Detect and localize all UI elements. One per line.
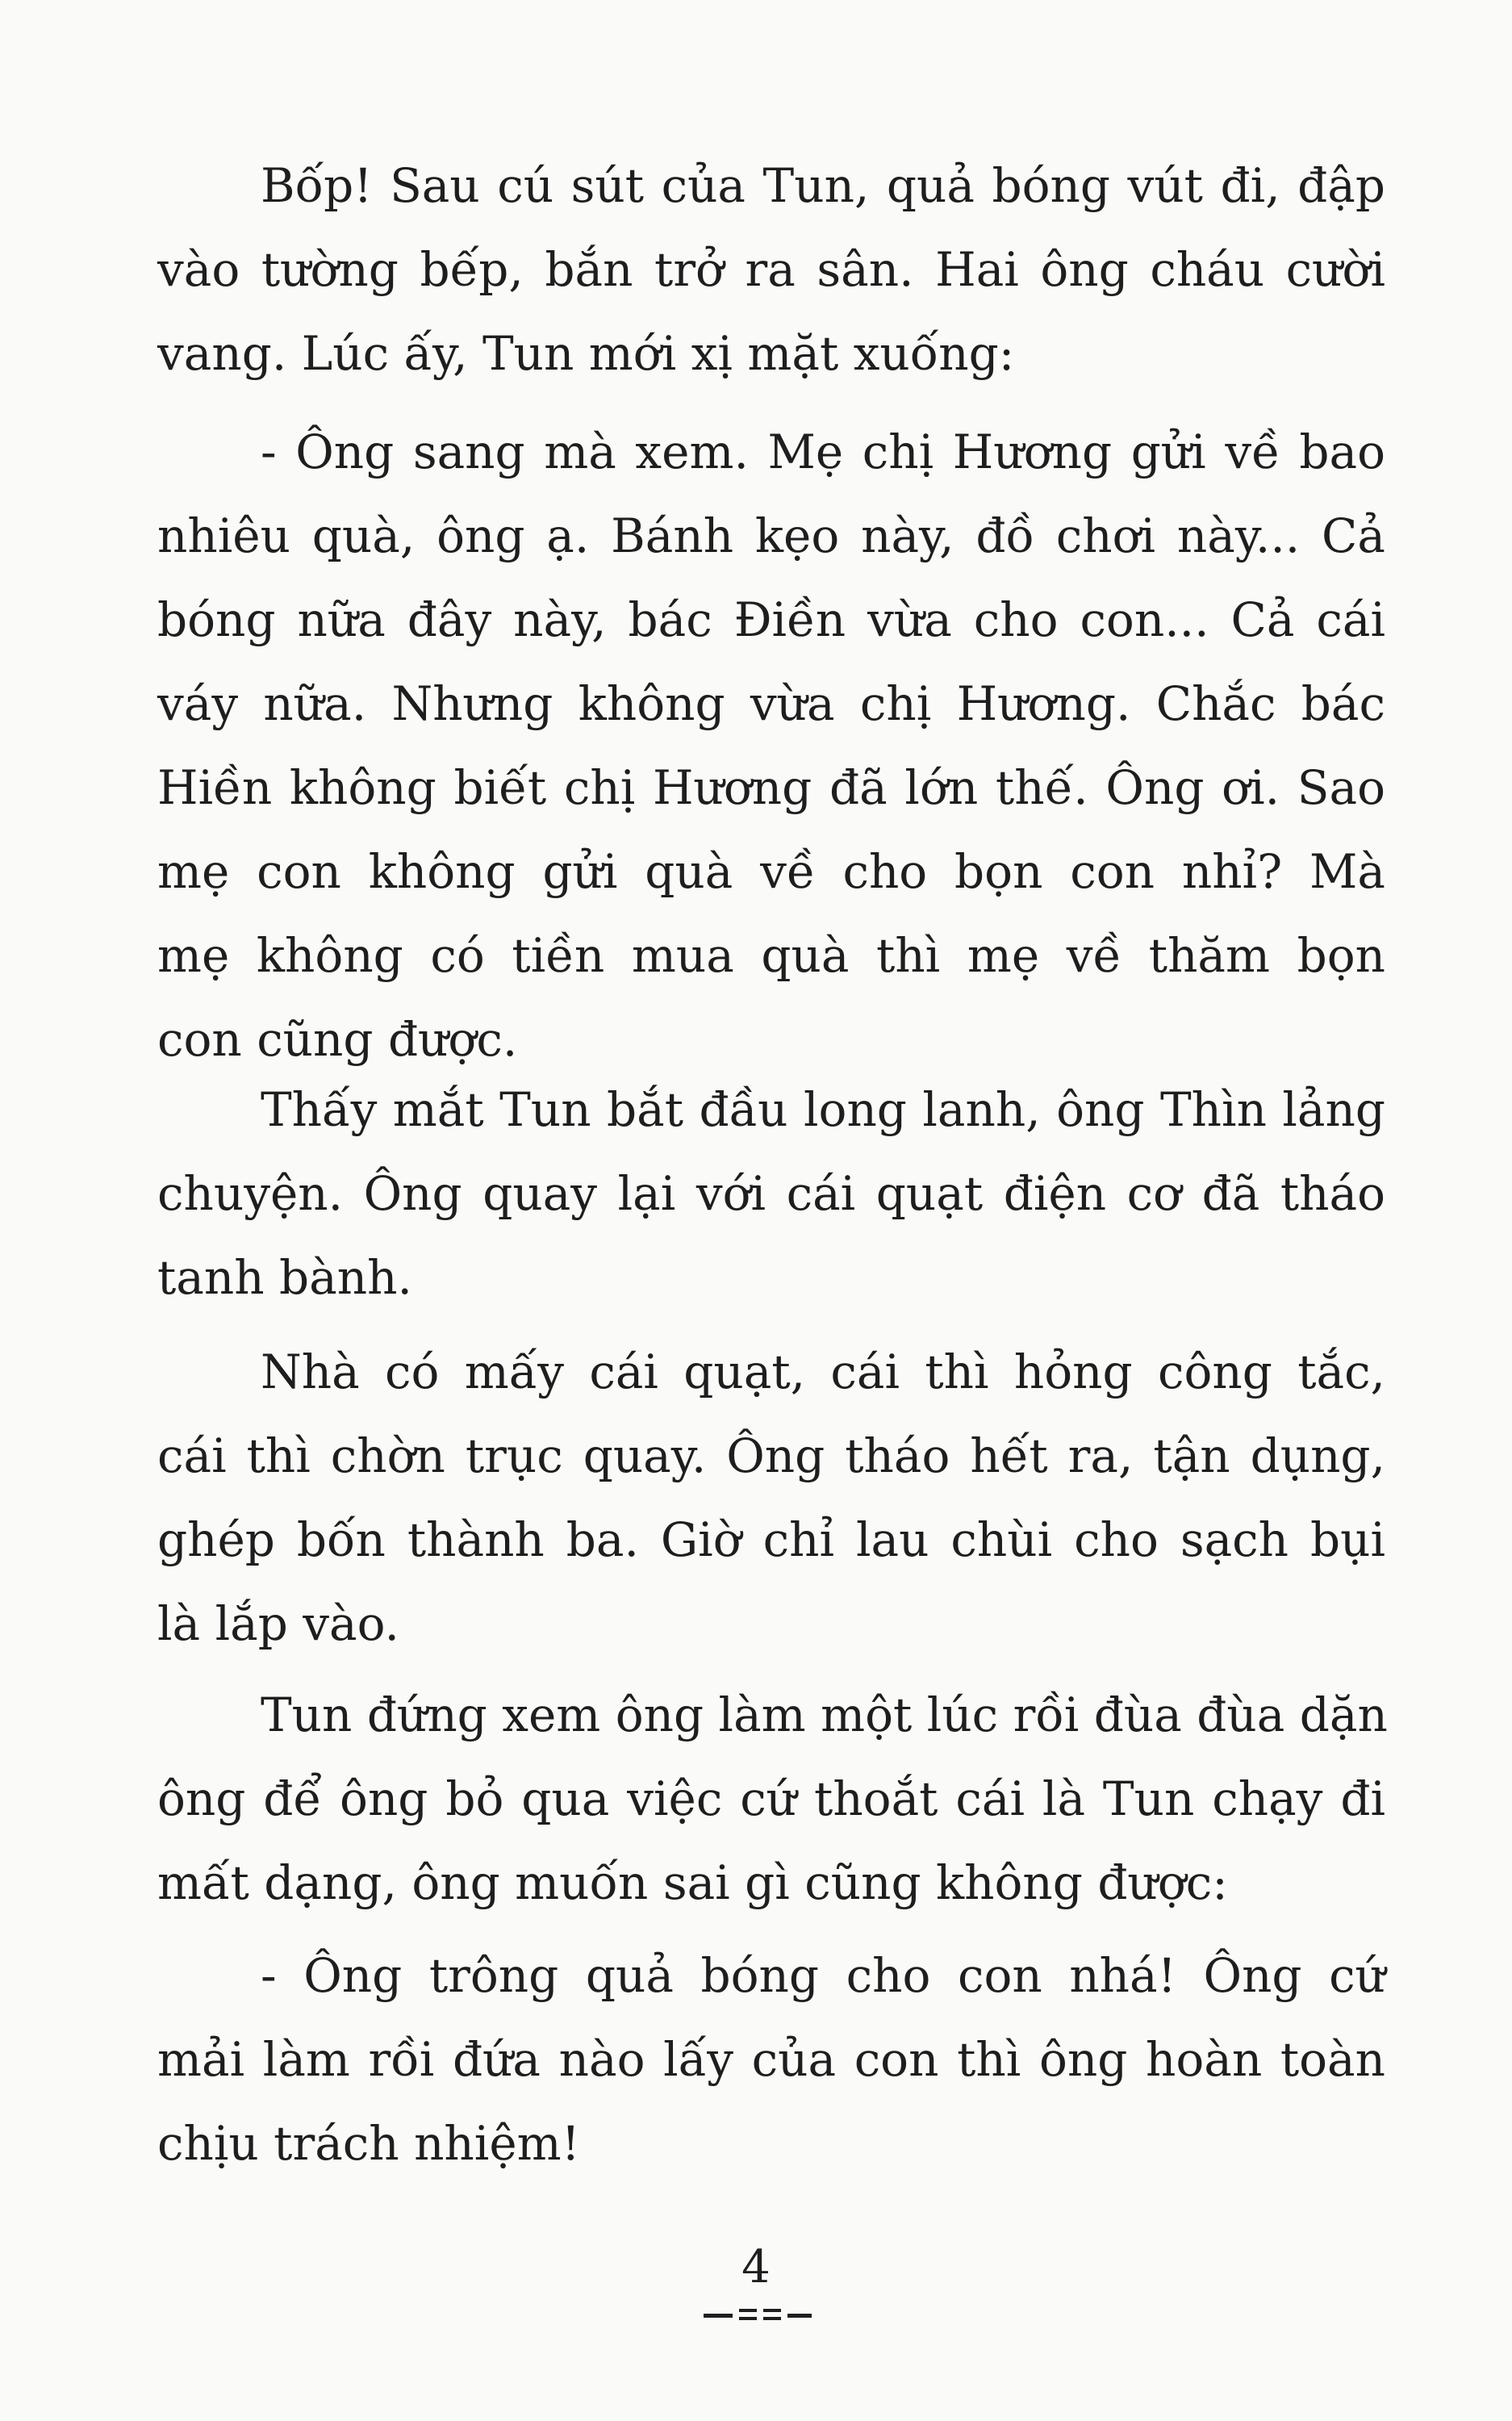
- text-line: - Ông sang mà xem. Mẹ chị Hương gửi về bao: [261, 424, 1385, 479]
- text-line: mất dạng, ông muốn sai gì cũng không được:: [157, 1855, 1228, 1910]
- text-line: mẹ con không gửi quà về cho bọn con nhỉ? Mà: [157, 844, 1385, 899]
- text-line: nhiêu quà, ông ạ. Bánh kẹo này, đồ chơi này... Cả: [157, 508, 1385, 563]
- text-line: Nhà có mấy cái quạt, cái thì hỏng công tắc,: [261, 1344, 1385, 1399]
- text-line: vào tường bếp, bắn trở ra sân. Hai ông cháu cười: [157, 242, 1385, 297]
- text-line: cái thì chờn trục quay. Ông tháo hết ra, tận dụng,: [157, 1428, 1385, 1483]
- text-line: váy nữa. Nhưng không vừa chị Hương. Chắc bác: [157, 676, 1385, 731]
- text-line: bóng nữa đây này, bác Điền vừa cho con... Cả cái: [157, 592, 1385, 647]
- text-line: vang. Lúc ấy, Tun mới xị mặt xuống:: [157, 326, 1015, 381]
- text-line: Thấy mắt Tun bắt đầu long lanh, ông Thìn lảng: [261, 1082, 1385, 1137]
- text-line: con cũng được.: [157, 1012, 518, 1067]
- text-line: ghép bốn thành ba. Giờ chỉ lau chùi cho sạch bụi: [157, 1512, 1385, 1567]
- text-line: mẹ không có tiền mua quà thì mẹ về thăm bọn: [157, 928, 1385, 983]
- text-line: Bốp! Sau cú sút của Tun, quả bóng vút đi, đập: [261, 158, 1385, 213]
- text-line: mải làm rồi đứa nào lấy của con thì ông hoàn toàn: [157, 2032, 1385, 2087]
- text-line: chịu trách nhiệm!: [157, 2116, 580, 2171]
- page-ornament-icon: [702, 2306, 831, 2323]
- text-line: ông để ông bỏ qua việc cứ thoắt cái là Tun chạy đi: [157, 1771, 1385, 1826]
- text-line: tanh bành.: [157, 1250, 412, 1305]
- text-line: - Ông trông quả bóng cho con nhá! Ông cứ: [261, 1948, 1385, 2003]
- text-line: Tun đứng xem ông làm một lúc rồi đùa đùa dặn: [261, 1687, 1388, 1742]
- text-line: là lắp vào.: [157, 1596, 399, 1651]
- text-line: chuyện. Ông quay lại với cái quạt điện cơ đã tháo: [157, 1166, 1385, 1221]
- page-number: 4: [741, 2241, 771, 2293]
- text-line: Hiền không biết chị Hương đã lớn thế. Ông ơi. Sao: [157, 760, 1385, 815]
